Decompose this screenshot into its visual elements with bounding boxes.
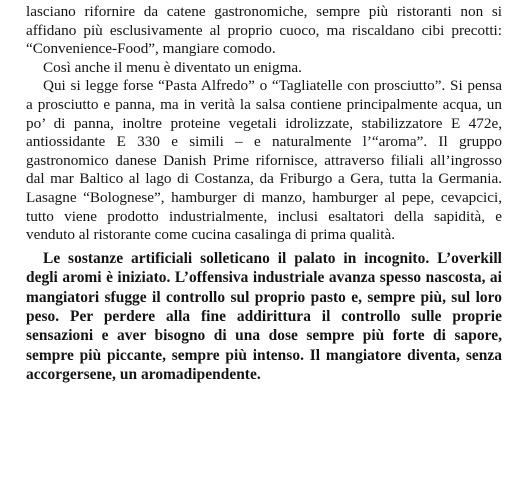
- paragraph-pasta-alfredo: Qui si legge forse “Pasta Alfredo” o “Tagliatelle con prosciutto”. Si pensa a prosciutto e panna, ma in verità la salsa contiene principalmente acqua, un po’ di panna, inoltre proteine vegetali idrolizzate, stabilizzatore E 472e, antiossidante E 330 e simili – e naturalmente l’“aroma”. Il gruppo gastronomico danese Danish Prime rifornisce, attraverso filiali all’ingrosso dal mar Baltico al lago di Costanza, da Friburgo a Gera, tutta la Germania. Lasagne “Bolognese”, hamburger di manzo, hamburger al pepe, cevapcici, tutto viene prodotto industrialmente, inclusi esaltatori della sapidità, e venduto al ristorante come cucina casalinga di prima qualità.: [26, 77, 502, 244]
- document-page: [26, 3, 502, 385]
- paragraph-precooked-food: lasciano rifornire da catene gastronomiche, sempre più ristoranti non si affidano più esclusivamente al proprio cuoco, ma riscaldano cibi precotti: “Convenience-Food”, mangiare comodo.: [26, 3, 502, 58]
- paragraph-aroma-addiction: Le sostanze artificiali solleticano il palato in incognito. L’overkill degli aromi è iniziato. L’offensiva industriale avanza spesso nascosta, ai mangiatori sfugge il controllo sul proprio pasto e, sempre più, sul loro peso. Per perdere alla fine addirittura il controllo sulle proprie sensazioni e aver bisogno di una dose sempre più forte di sapore, sempre più piccante, sempre più intenso. Il mangiatore diventa, senza accorgersene, un aromadipendente.: [26, 249, 502, 384]
- paragraph-menu-enigma: Così anche il menu è diventato un enigma.: [43, 58, 302, 76]
